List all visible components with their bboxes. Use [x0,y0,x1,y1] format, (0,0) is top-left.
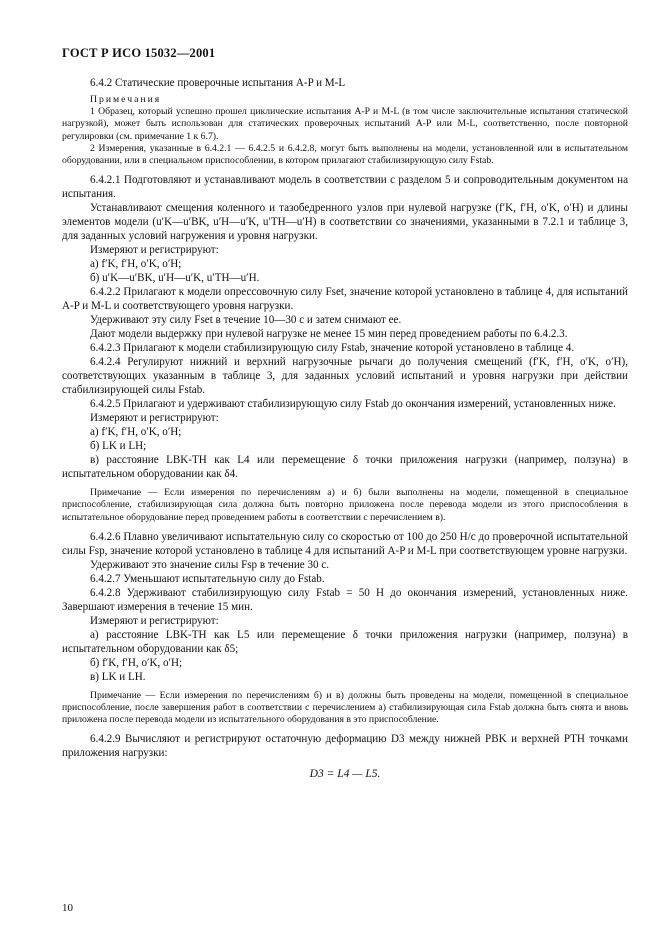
paragraph: 6.4.2.3 Прилагают к модели стабилизирующую силу Fstab, значение которой установлено в таблице 4. [90,342,575,355]
paragraph: 6.4.2.4 Регулируют нижний и верхний нагрузочные рычаги до получения смещений (f′K, f′H, o′K, o′H), соответствующих указанным в таблице 3, для заданных условий испытаний и уровня нагрузки при действии стабилизирующей силы Fstab. [62,356,628,397]
paragraph: Измеряют и регистрируют: [90,412,219,425]
paragraph: 6.4.2.6 Плавно увеличивают испытательную силу со скоростью от 100 до 250 Н/с до проверочной испытательной силы Fsp, значение которой установлено в таблице 4 для испытаний A-P и M-L при соответствующем уровне нагрузки. [62,530,628,557]
note-paragraph: 2 Измерения, указанные в 6.4.2.1 — 6.4.2.5 и 6.4.2.8, могут быть выполнены на модели, установленной или в испытательном оборудовании, или в специальном приспособлении, в котором прилагают стабилизирующую силу Fstab. [62,142,628,167]
formula: D3 = L4 — L5. [309,768,381,781]
paragraph: 6.4.2.7 Уменьшают испытательную силу до Fstab. [90,572,325,585]
paragraph: б) LK и LH; [90,440,147,453]
paragraph: в) LK и LH. [90,670,146,683]
paragraph: Удерживают это значение силы Fsp в течение 30 с. [90,558,330,571]
paragraph: Дают модели выдержку при нулевой нагрузке не менее 15 мин перед проведением работы по 6.4.2.3. [90,328,568,341]
note-paragraph: Примечание — Если измерения по перечислениям б) и в) должны быть проведены на модели, помещенной в специальное приспособление, после завершения работ в соответствии с перечислением а) стабилизирующая сила Fstab должна быть снята и вновь приложена после перевода модели из испытательного оборудования в это приспособление. [62,689,628,726]
paragraph: 6.4.2.9 Вычисляют и регистрируют остаточную деформацию D3 между нижней PBK и верхней PTH точками приложения нагрузки: [62,733,628,760]
paragraph: а) f′K, f′H, o′K, o′H; [90,426,182,439]
paragraph: 6.4.2 Статические проверочные испытания A-P и M-L [90,77,346,89]
paragraph: б) u′K—u′BK, u′H—u′K, u′TH—u′H. [90,272,260,285]
note-paragraph: Примечания [90,94,162,105]
note-paragraph: Примечание — Если измерения по перечислениям а) и б) были выполнены на модели, помещенной в специальное приспособление, стабилизирующая сила должна быть повторно приложена после перевода модели из этого приспособления в испытательное оборудование перед проведением работы в соответствии с перечислением в). [62,487,628,523]
paragraph: Удерживают эту силу Fset в течение 10—30 с и затем снимают ее. [90,314,402,327]
paragraph: Измеряют и регистрируют: [90,244,219,257]
paragraph: 6.4.2.8 Удерживают стабилизирующую силу Fstab = 50 Н до окончания измерений, установленных ниже. Завершают измерения в течение 15 мин. [62,586,628,613]
paragraph: 6.4.2.1 Подготовляют и устанавливают модель в соответствии с разделом 5 и сопроводительным документом на испытания. [62,174,628,201]
paragraph: а) f′K, f′H, o′K, o′H; [90,258,182,271]
paragraph: в) расстояние LBK-TH как L4 или перемещение δ точки приложения нагрузки (например, ползуна) в испытательном оборудовании как δ4. [62,454,628,481]
page-header: ГОСТ Р ИСО 15032—2001 [62,46,216,60]
note-paragraph: 1 Образец, который успешно прошел циклические испытания A-P и M-L (в том числе заключительные испытания статической нагрузкой), может быть использован для статических проверочных испытаний A-P или M-L, соответственно, после повторной регулировки (см. примечание 1 к 6.7). [62,106,628,142]
page-number: 10 [62,902,73,914]
paragraph: Устанавливают смещения коленного и тазобедренного узлов при нулевой нагрузке (f′K, f′H, o′K, o′H) и длины элементов модели (u′K—u′BK, u′H—u′K, u′TH—u′H) в соответствии со значениями, указанными в 7.2.1 и таблице 3, для заданных условий нагружения и уровня нагрузки. [62,202,628,243]
document-body [62,76,628,780]
paragraph: 6.4.2.2 Прилагают к модели опрессовочную силу Fset, значение которой установлено в таблице 4, для испытаний A-P и M-L и соответствующего уровня нагрузки. [62,286,628,313]
paragraph: 6.4.2.5 Прилагают и удерживают стабилизирующую силу Fstab до окончания измерений, установленных ниже. [90,398,616,411]
paragraph: а) расстояние LBK-TH как L5 или перемещение δ точки приложения нагрузки (например, ползуна) в испытательном оборудовании как δ5; [62,628,628,655]
paragraph: б) f′K, f′H, o′K, o′H; [90,656,183,669]
paragraph: Измеряют и регистрируют: [90,614,219,627]
